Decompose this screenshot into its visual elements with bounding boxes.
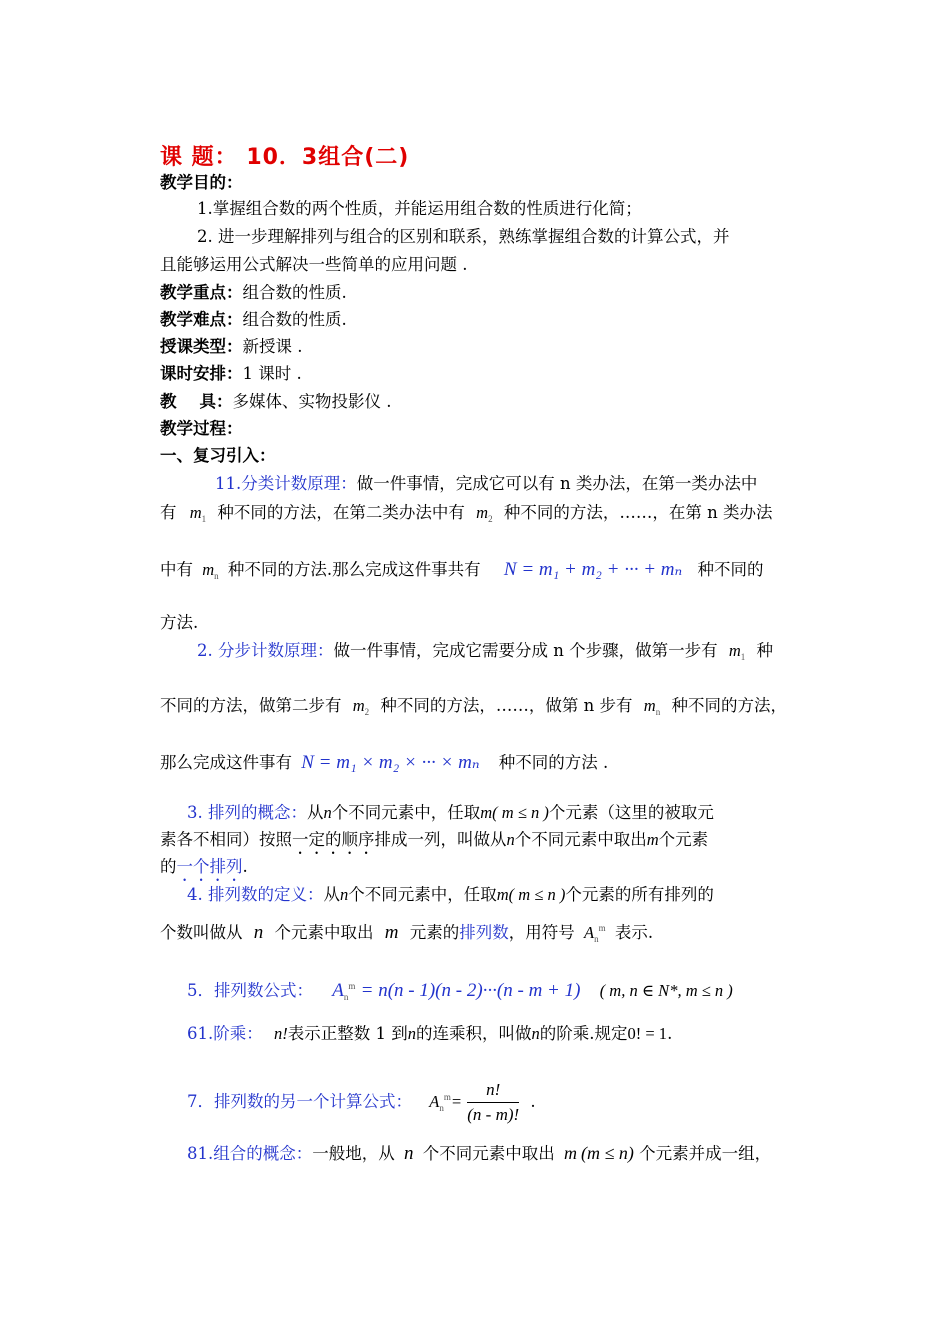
- p2-line3: [160, 752, 608, 774]
- n-symbol: n: [340, 885, 349, 904]
- fraction-numerator: n!: [467, 1080, 519, 1103]
- p8-label: 81.组合的概念：: [187, 1144, 313, 1163]
- p3-text2a: 素各不相同）按照: [160, 830, 292, 849]
- p3-emphasis-order: 一定的顺序: [292, 830, 375, 849]
- m-le-n-condition: ( m ≤ n ): [508, 885, 566, 904]
- p3-text1c: 个元素（这里的被取元: [548, 803, 714, 822]
- section1-heading: 一、复习引入：: [160, 446, 276, 465]
- p1-text3b: 种不同的方法.那么完成这件事共有: [227, 560, 481, 579]
- p1-text3c: 种不同的: [697, 560, 764, 579]
- A-formula-sup: m: [348, 981, 356, 991]
- p6-label: 61.阶乘：: [187, 1024, 263, 1043]
- mn-symbol: [202, 560, 218, 579]
- permutation-formula: = n(n - 1)(n - 2)···(n - m + 1): [360, 980, 581, 1001]
- p7-line: [187, 1070, 536, 1135]
- n-symbol: n: [253, 922, 264, 943]
- tools-label: 教 具：: [160, 392, 233, 411]
- p6-line: [187, 1023, 672, 1045]
- p2-m2-sub: 2: [364, 707, 370, 717]
- p3-text2b: 排成一列，叫做从: [374, 830, 507, 849]
- p2-text1b: 种: [756, 641, 774, 660]
- p3-text3b: .: [242, 857, 248, 876]
- A-formula-base: A: [332, 980, 344, 1001]
- A-symbol: [584, 923, 606, 942]
- m2-sub: 2: [488, 514, 493, 524]
- A-alt-sub: n: [439, 1103, 444, 1113]
- p2-text3b: 种不同的方法 .: [498, 753, 609, 772]
- A-formula-symbol: [332, 980, 355, 1001]
- factorial-fraction: [467, 1080, 519, 1125]
- p4-label: 4. 排列数的定义：: [187, 885, 324, 904]
- p3-line3: [160, 856, 248, 885]
- p2-mn-symbol: [644, 696, 660, 715]
- m2-base: m: [476, 503, 489, 522]
- p7-end: .: [530, 1092, 536, 1111]
- p2-m2-symbol: [353, 696, 369, 715]
- p2-text1: 做一件事情，完成它需要分成 n 个步骤，做第一步有: [333, 641, 718, 660]
- product-formula: N = m₁ × m₂ × ··· × mₙ: [301, 752, 480, 773]
- type-row: [160, 336, 303, 358]
- p2-line1: [197, 640, 773, 668]
- key-value: 组合数的性质.: [242, 283, 347, 302]
- p6-end: .: [667, 1024, 673, 1043]
- p4-text2d: ，用符号: [508, 923, 575, 942]
- p1-line3: [160, 559, 763, 587]
- p2-m2-base: m: [352, 696, 365, 715]
- p2-label: 2. 分步计数原理：: [197, 641, 334, 660]
- p3-line2: [160, 829, 708, 858]
- objective-1: 1.掌握组合数的两个性质，并能运用组合数的性质进行化简；: [197, 199, 642, 218]
- difficulty-value: 组合数的性质.: [242, 310, 347, 329]
- mn-base: m: [202, 560, 215, 579]
- zero-factorial-rule: 0! = 1: [627, 1024, 668, 1043]
- p1-text3a: 中有: [160, 560, 193, 579]
- m1-base: m: [189, 503, 202, 522]
- sum-formula: N = m₁ + m₂ + ··· + mₙ: [503, 559, 683, 580]
- A-formula-sub: n: [343, 992, 349, 1002]
- p1-text1: 做一件事情，完成它可以有 n 类办法，在第一类办法中: [356, 474, 758, 493]
- m2-symbol: [476, 503, 492, 522]
- p4-text1a: 从: [323, 885, 340, 904]
- p4-line1: [187, 884, 714, 906]
- n-symbol: n: [323, 803, 332, 822]
- n-symbol: n: [531, 1024, 540, 1043]
- p2-mn-base: m: [643, 696, 656, 715]
- p8-text2: 个不同元素中取出: [422, 1144, 555, 1163]
- n-symbol: n: [404, 1143, 414, 1164]
- hours-value: 1 课时 .: [242, 364, 302, 383]
- p1-text2b: 种不同的方法，在第二类办法中有: [217, 503, 465, 522]
- p3-line1: [187, 802, 714, 824]
- p3-text1b: 个不同元素中，任取: [331, 803, 481, 822]
- n-symbol: n: [407, 1024, 416, 1043]
- m1-sub: 1: [201, 514, 207, 524]
- objectives-heading: 教学目的：: [160, 173, 243, 192]
- m-symbol: m: [384, 922, 399, 943]
- A-sub: n: [594, 934, 599, 944]
- p8-text1: 一般地，从: [312, 1144, 395, 1163]
- p4-text2e: 表示.: [614, 923, 654, 942]
- p5-condition: ( m, n ∈ N*, m ≤ n ): [599, 981, 733, 1000]
- hours-row: [160, 363, 302, 385]
- p2-line2: [160, 695, 787, 723]
- m-symbol: m: [496, 885, 509, 904]
- m-symbol: m: [480, 803, 493, 822]
- A-base: A: [583, 923, 595, 942]
- n-symbol: n: [506, 830, 515, 849]
- key-label: 教学重点：: [160, 283, 243, 302]
- p1-text2c: 种不同的方法，……，在第 n 类办法: [503, 503, 773, 522]
- p2-text3a: 那么完成这件事有: [160, 753, 292, 772]
- p2-mn-sub: n: [655, 707, 661, 717]
- n-factorial: n!: [274, 1024, 288, 1043]
- p1-line1: [215, 473, 757, 495]
- A-alt-base: A: [429, 1092, 440, 1111]
- p1-text2a: 有: [160, 503, 177, 522]
- p2-text2c: 种不同的方法，: [671, 696, 787, 715]
- type-value: 新授课 .: [242, 337, 303, 356]
- objective-2b: 且能够运用公式解决一些简单的应用问题 .: [160, 255, 468, 274]
- p6-text-c: 的阶乘.规定: [539, 1024, 628, 1043]
- p1-line2: [160, 502, 772, 530]
- A-sup: m: [598, 923, 606, 933]
- p2-m1-symbol: [729, 641, 745, 660]
- p6-text: 表示正整数 1 到: [287, 1024, 408, 1043]
- A-alt-symbol: $A_n^m=$: [429, 1092, 462, 1113]
- type-label: 授课类型：: [160, 337, 243, 356]
- p3-text1a: 从: [307, 803, 324, 822]
- p4-line2: [160, 917, 653, 950]
- p3-text2c: 个不同元素中取出: [514, 830, 647, 849]
- mn-sub: n: [214, 571, 219, 581]
- p2-m1-base: m: [728, 641, 741, 660]
- lesson-title: 课 题： 10．3组合(二): [160, 145, 410, 170]
- p4-text1c: 个元素的所有排列的: [565, 885, 714, 904]
- p8-text3: 个元素并成一组，: [639, 1144, 772, 1163]
- p1-line4: 方法.: [160, 613, 199, 632]
- A-alt-sup: m: [443, 1092, 451, 1102]
- p6-text-b: 的连乘积，叫做: [416, 1024, 532, 1043]
- fraction-denominator: (n - m)!: [467, 1105, 520, 1124]
- p2-m1-sub: 1: [740, 652, 746, 662]
- p5-line: [187, 975, 733, 1008]
- p7-label: 7．排列数的另一个计算公式：: [187, 1092, 412, 1111]
- p4-text2a: 个数叫做从: [160, 923, 243, 942]
- hours-label: 课时安排：: [160, 364, 243, 383]
- key-point-row: [160, 282, 347, 304]
- m1-symbol: [190, 503, 206, 522]
- p1-label: 11.分类计数原理：: [215, 474, 357, 493]
- p4-term-permutation-number: 排列数: [459, 923, 509, 942]
- tools-row: [160, 391, 391, 413]
- p3-emphasis-permutation: 一个排列: [176, 857, 243, 876]
- difficulty-row: [160, 309, 347, 331]
- p4-text2c: 元素的: [409, 923, 460, 942]
- p2-text2b: 种不同的方法，……，做第 n 步有: [380, 696, 633, 715]
- p5-label: 5．排列数公式：: [187, 981, 313, 1000]
- m-symbol: m: [646, 830, 659, 849]
- m-le-n-condition: ( m ≤ n ): [492, 803, 549, 822]
- p3-text3a: 的: [160, 857, 177, 876]
- difficulty-label: 教学难点：: [160, 310, 243, 329]
- p8-line: [187, 1142, 771, 1165]
- tools-value: 多媒体、实物投影仪 .: [232, 392, 392, 411]
- process-heading: 教学过程：: [160, 419, 243, 438]
- p3-text2d: 个元素: [658, 830, 709, 849]
- p8-condition: (m ≤ n): [581, 1143, 634, 1163]
- p4-text2b: 个元素中取出: [274, 923, 374, 942]
- m-symbol: m: [564, 1143, 577, 1163]
- p4-text1b: 个不同元素中，任取: [348, 885, 497, 904]
- p2-text2a: 不同的方法，做第二步有: [160, 696, 342, 715]
- p3-label: 3. 排列的概念：: [187, 803, 307, 822]
- objective-2a: 2. 进一步理解排列与组合的区别和联系，熟练掌握组合数的计算公式，并: [197, 227, 730, 246]
